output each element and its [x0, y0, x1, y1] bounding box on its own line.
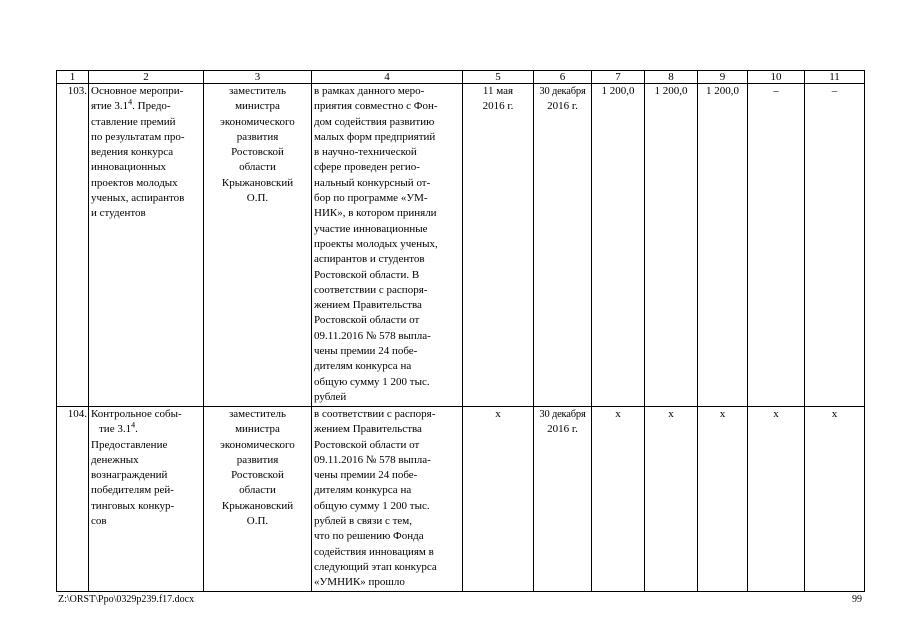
result-description: в соответствии с распоря- жением Правительства Ростовской области от 09.11.2016 № 578 выпла- чены премии 24 побе- дителям конкурса на общую сумму 1 200 тыс. рублей в связи с тем, что по решению Фонда содействия инновациям в следующий этап конкурса «УМНИК» прошло — [312, 407, 463, 592]
row-number: 103. — [57, 84, 89, 407]
value-col8: 1 200,0 — [645, 84, 698, 407]
value-col7: 1 200,0 — [592, 84, 645, 407]
responsible-person: заместитель министра экономического развития Ростовской области Крыжановский О.П. — [204, 84, 312, 407]
value-col11: х — [805, 407, 865, 592]
page-number: 99 — [852, 594, 862, 605]
column-number-2: 2 — [89, 71, 204, 84]
start-date: х — [463, 407, 534, 592]
column-number-7: 7 — [592, 71, 645, 84]
value-col9: х — [698, 407, 748, 592]
column-number-6: 6 — [534, 71, 592, 84]
column-number-9: 9 — [698, 71, 748, 84]
column-number-3: 3 — [204, 71, 312, 84]
column-number-4: 4 — [312, 71, 463, 84]
table-row — [57, 84, 865, 407]
header-row — [57, 71, 865, 84]
event-name: Контрольное собы- тие $3.1^4$. Предоставление денежных вознаграждений победителям рей- тинговых конкур- сов — [89, 407, 204, 592]
column-number-11: 11 — [805, 71, 865, 84]
column-number-8: 8 — [645, 71, 698, 84]
responsible-person: заместитель министра экономического развития Ростовской области Крыжановский О.П. — [204, 407, 312, 592]
file-path: Z:\ORST\Ppo\0329p239.f17.docx — [58, 594, 195, 605]
value-col10: х — [748, 407, 805, 592]
value-col9: 1 200,0 — [698, 84, 748, 407]
value-col11: – — [805, 84, 865, 407]
result-description: в рамках данного меро- приятия совместно с Фон- дом содействия развитию малых форм предприятий в научно-технической сфере проведен регио- нальный конкурсный от- бор по программе «УМ- НИК», в котором приняли участие инновационные проекты молодых ученых, аспирантов и студентов Ростовской области. В соответствии с распоря- жением Правительства Ростовской области от 09.11.2016 № 578 выпла- чены премии 24 побе- дителям конкурса на общую сумму 1 200 тыс. рублей — [312, 84, 463, 407]
column-number-1: 1 — [57, 71, 89, 84]
event-name: Основное меропри- ятие $3.1^4$. Предо- ставление премий по результатам про- ведения конкурса инновационных проектов молодых ученых, аспирантов и студентов — [89, 84, 204, 407]
column-number-5: 5 — [463, 71, 534, 84]
column-number-10: 10 — [748, 71, 805, 84]
end-date: 30 декабря 2016 г. — [534, 84, 592, 407]
value-col7: х — [592, 407, 645, 592]
row-number: 104. — [57, 407, 89, 592]
value-col10: – — [748, 84, 805, 407]
start-date: 11 мая 2016 г. — [463, 84, 534, 407]
main-table — [56, 70, 865, 592]
end-date: 30 декабря 2016 г. — [534, 407, 592, 592]
table-row — [57, 407, 865, 592]
value-col8: х — [645, 407, 698, 592]
